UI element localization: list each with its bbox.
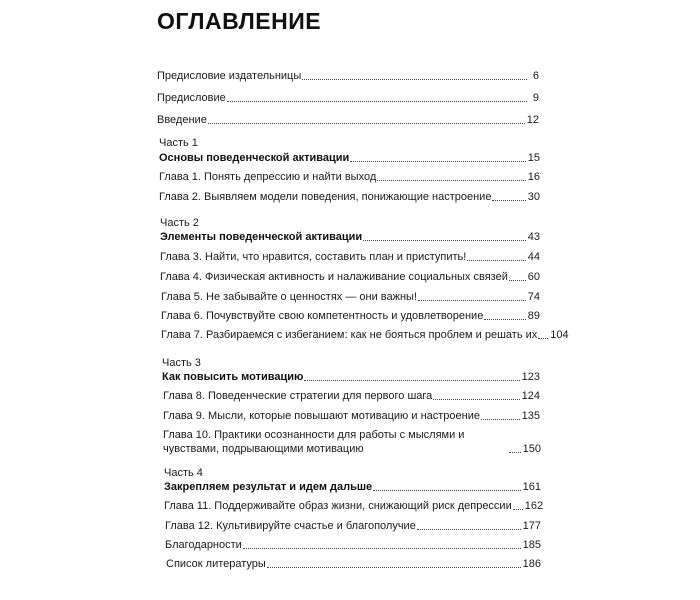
toc-entry-label: Глава 3. Найти, что нравится, составить план и приступить! bbox=[160, 251, 467, 263]
toc-entry-page: 6 bbox=[532, 70, 539, 82]
dot-leader bbox=[538, 338, 548, 339]
toc-entry-page: 44 bbox=[527, 251, 540, 263]
toc-entry-label: Основы поведенческой активации bbox=[159, 152, 350, 164]
toc-entry-label: Предисловие bbox=[157, 92, 226, 104]
dot-leader bbox=[492, 200, 525, 201]
toc-entry-label: Список литературы bbox=[166, 558, 266, 570]
dot-leader bbox=[418, 300, 526, 301]
toc-entry-label: Предисловие издательницы bbox=[157, 70, 302, 82]
toc-chapter bbox=[161, 309, 540, 323]
toc-entry-label: Глава 10. Практики осознанности для работы с мыслями и чувствами, подрывающими мотивацию bbox=[163, 429, 465, 455]
dot-leader bbox=[350, 161, 525, 162]
part-label: Часть 1 bbox=[159, 137, 198, 149]
toc-entry-label: Глава 2. Выявляем модели поведения, понижающие настроение bbox=[159, 191, 492, 203]
part-label: Часть 3 bbox=[162, 357, 201, 369]
toc-chapter bbox=[164, 499, 544, 513]
dot-leader bbox=[417, 529, 521, 530]
toc-entry-page: 123 bbox=[521, 371, 540, 383]
toc-entry-label: Введение bbox=[157, 114, 207, 126]
dot-leader bbox=[513, 509, 523, 510]
toc-part-title bbox=[164, 480, 541, 494]
toc-entry-page: 104 bbox=[550, 329, 569, 341]
dot-leader bbox=[484, 319, 525, 320]
toc-entry-page: 124 bbox=[521, 390, 540, 402]
toc-entry-label: Глава 9. Мысли, которые повышают мотивацию и настроение bbox=[163, 410, 480, 422]
dot-leader bbox=[467, 260, 525, 261]
dot-leader bbox=[509, 452, 521, 453]
toc-entry-references bbox=[166, 557, 541, 571]
toc-entry-page: 162 bbox=[524, 500, 544, 512]
toc-entry-label: Элементы поведенческой активации bbox=[160, 231, 363, 243]
toc-chapter bbox=[159, 170, 540, 184]
dot-leader bbox=[208, 123, 525, 124]
toc-entry-page: 161 bbox=[522, 481, 541, 493]
toc-part-title bbox=[159, 151, 540, 165]
dot-leader bbox=[243, 548, 521, 549]
dot-leader bbox=[363, 240, 526, 241]
toc-entry-page: 60 bbox=[527, 271, 540, 283]
toc-entry-page: 30 bbox=[527, 191, 540, 203]
toc-entry-page: 150 bbox=[522, 443, 541, 455]
toc-entry-label: Глава 12. Культивируйте счастье и благополучие bbox=[165, 520, 416, 532]
toc-entry-label: Закрепляем результат и идем дальше bbox=[164, 481, 373, 493]
toc-entry-page: 135 bbox=[521, 410, 540, 422]
dot-leader bbox=[302, 79, 527, 80]
toc-entry-label: Глава 5. Не забывайте о ценностях — они важны! bbox=[161, 291, 418, 303]
toc-entry-page: 185 bbox=[522, 539, 541, 551]
dot-leader bbox=[481, 419, 520, 420]
toc-entry-label: Как повысить мотивацию bbox=[162, 371, 304, 383]
toc-chapter bbox=[159, 190, 540, 204]
toc-entry-label: Глава 7. Разбираемся с избеганием: как не бояться проблем и решать их bbox=[161, 329, 538, 341]
toc-entry-preface bbox=[157, 91, 539, 105]
toc-entry-label: Благодарности bbox=[165, 539, 242, 551]
part-label: Часть 2 bbox=[160, 217, 199, 229]
toc-entry-label: Глава 6. Почувствуйте свою компетентность и удовлетворение bbox=[161, 310, 484, 322]
dot-leader bbox=[377, 180, 525, 181]
page-title: ОГЛАВЛЕНИЕ bbox=[157, 8, 322, 34]
toc-entry-label: Глава 11. Поддерживайте образ жизни, снижающий риск депрессии bbox=[164, 500, 512, 512]
toc-entry-introduction bbox=[157, 113, 539, 127]
toc-chapter bbox=[163, 409, 540, 423]
part-label: Часть 4 bbox=[164, 467, 203, 479]
toc-entry-page: 74 bbox=[527, 291, 540, 303]
dot-leader bbox=[373, 490, 520, 491]
toc-chapter bbox=[160, 270, 540, 284]
toc-entry-label: Глава 4. Физическая активность и налаживание социальных связей bbox=[160, 271, 508, 283]
toc-entry-page: 177 bbox=[522, 520, 541, 532]
toc-entry-acknowledgements bbox=[165, 538, 541, 552]
toc-chapter bbox=[161, 328, 569, 342]
toc-chapter bbox=[163, 428, 541, 456]
dot-leader bbox=[433, 399, 519, 400]
toc-entry-publisher-preface bbox=[157, 69, 539, 83]
toc-entry-page: 89 bbox=[527, 310, 540, 322]
toc-entry-label: Глава 8. Поведенческие стратегии для первого шага bbox=[163, 390, 433, 402]
toc-entry-label: Глава 1. Понять депрессию и найти выход bbox=[159, 171, 377, 183]
dot-leader bbox=[509, 280, 526, 281]
toc-entry-page: 186 bbox=[522, 558, 541, 570]
toc-entry-page: 9 bbox=[532, 92, 539, 104]
toc-chapter bbox=[161, 290, 540, 304]
toc-entry-page: 12 bbox=[526, 114, 539, 126]
toc-part-title bbox=[160, 230, 540, 244]
toc-entry-page: 16 bbox=[527, 171, 540, 183]
dot-leader bbox=[304, 380, 519, 381]
toc-chapter bbox=[165, 519, 541, 533]
toc-entry-page: 15 bbox=[527, 152, 540, 164]
dot-leader bbox=[227, 101, 527, 102]
toc-chapter bbox=[163, 389, 540, 403]
toc-part-title bbox=[162, 370, 540, 384]
toc-chapter bbox=[160, 250, 540, 264]
dot-leader bbox=[267, 567, 521, 568]
toc-entry-page: 43 bbox=[527, 231, 540, 243]
